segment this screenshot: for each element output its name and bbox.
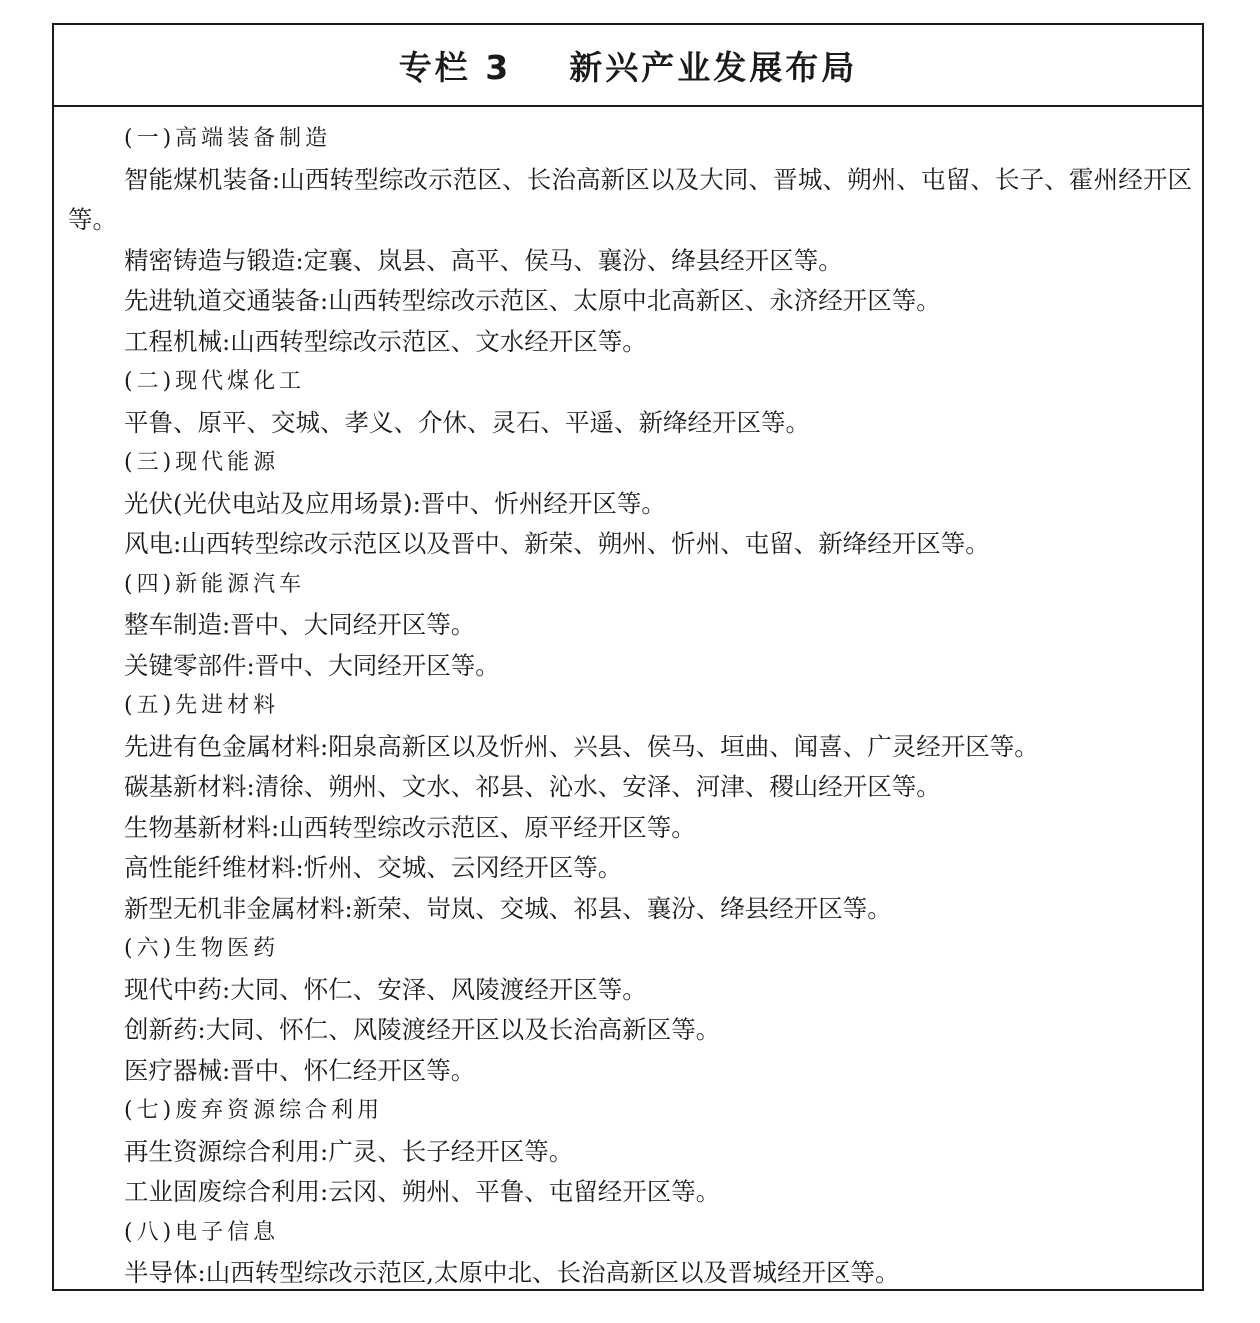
section-heading: (一)高端装备制造 (124, 126, 332, 151)
paragraph: 现代中药:大同、怀仁、安泽、风陵渡经开区等。 (124, 974, 647, 1004)
paragraph: 工程机械:山西转型综改示范区、文水经开区等。 (124, 326, 647, 356)
paragraph: 先进有色金属材料:阳泉高新区以及忻州、兴县、侯马、垣曲、闻喜、广灵经开区等。 (124, 731, 1039, 761)
section-heading: (二)现代煤化工 (124, 369, 306, 394)
paragraph: 光伏(光伏电站及应用场景):晋中、忻州经开区等。 (124, 488, 666, 518)
section-heading: (八)电子信息 (124, 1219, 280, 1245)
column-box (52, 23, 1204, 1291)
paragraph: 精密铸造与锻造:定襄、岚县、高平、侯马、襄汾、绛县经开区等。 (124, 245, 843, 275)
paragraph: 工业固废综合利用:云冈、朔州、平鲁、屯留经开区等。 (124, 1177, 721, 1206)
title-bar (54, 25, 1202, 107)
paragraph: 半导体:山西转型综改示范区,太原中北、长治高新区以及晋城经开区等。 (124, 1258, 900, 1287)
box-title: 专栏 3 新兴产业发展布局 (398, 47, 858, 87)
section-heading: (三)现代能源 (124, 450, 280, 475)
paragraph: 关键零部件:晋中、大同经开区等。 (124, 650, 500, 680)
paragraph: 智能煤机装备:山西转型综改示范区、长治高新区以及大同、晋城、朔州、屯留、长子、霍州经开区等。 (68, 164, 1192, 234)
paragraph: 碳基新材料:清徐、朔州、文水、祁县、沁水、安泽、河津、稷山经开区等。 (124, 772, 941, 801)
section-heading: (四)新能源汽车 (124, 571, 306, 597)
section-heading: (七)废弃资源综合利用 (124, 1098, 384, 1123)
paragraph: 创新药:大同、怀仁、风陵渡经开区以及长治高新区等。 (124, 1015, 721, 1044)
section-heading: (五)先进材料 (124, 693, 280, 718)
section-heading: (六)生物医药 (124, 936, 280, 961)
paragraph: 生物基新材料:山西转型综改示范区、原平经开区等。 (124, 812, 696, 842)
paragraph: 医疗器械:晋中、怀仁经开区等。 (124, 1055, 476, 1085)
box-content (68, 119, 1192, 1294)
paragraph: 先进轨道交通装备:山西转型综改示范区、太原中北高新区、永济经开区等。 (124, 286, 941, 315)
paragraph: 整车制造:晋中、大同经开区等。 (124, 610, 476, 639)
paragraph: 新型无机非金属材料:新荣、岢岚、交城、祁县、襄汾、绛县经开区等。 (124, 893, 892, 923)
paragraph: 风电:山西转型综改示范区以及晋中、新荣、朔州、忻州、屯留、新绛经开区等。 (124, 529, 990, 558)
paragraph: 再生资源综合利用:广灵、长子经开区等。 (124, 1136, 574, 1166)
paragraph: 平鲁、原平、交城、孝义、介休、灵石、平遥、新绛经开区等。 (124, 407, 810, 437)
paragraph: 高性能纤维材料:忻州、交城、云冈经开区等。 (124, 853, 623, 882)
